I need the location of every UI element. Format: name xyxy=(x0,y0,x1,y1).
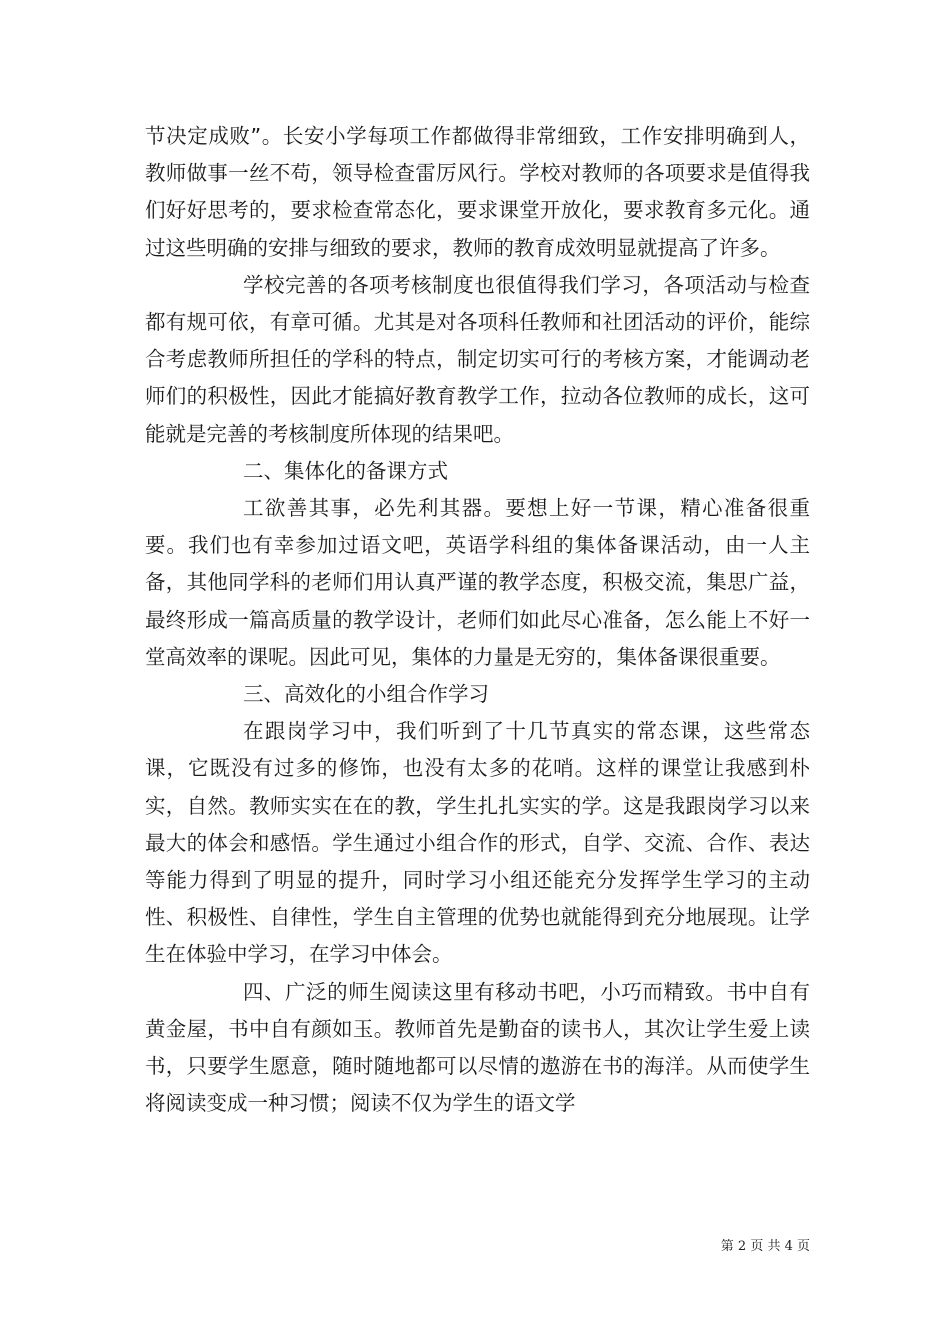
paragraph-lesson-prep: 工欲善其事，必先利其器。要想上好一节课，精心准备很重要。我们也有幸参加过语文吧，英语学科组的集体备课活动，由一人主备，其他同学科的老师们用认真严谨的教学态度，积极交流，集思广益，最终形成一篇高质量的教学设计，老师们如此尽心准备，怎么能上不好一堂高效率的课呢。因此可见，集体的力量是无穷的，集体备课很重要。 xyxy=(145,496,810,669)
paragraph-reading: 四、广泛的师生阅读这里有移动书吧，小巧而精致。书中自有黄金屋，书中自有颜如玉。教师首先是勤奋的读书人，其次让学生爱上读书，只要学生愿意，随时随地都可以尽情的遨游在书的海洋。从而使学生将阅读变成一种习惯；阅读不仅为学生的语文学 xyxy=(145,979,810,1116)
section-heading-3: 三、高效化的小组合作学习 xyxy=(243,682,489,707)
page-number: 第 2 页 共 4 页 xyxy=(720,1239,810,1254)
section-heading-2: 二、集体化的备课方式 xyxy=(243,458,448,483)
document-body xyxy=(145,118,810,1122)
paragraph-continuation: 节决定成败”。长安小学每项工作都做得非常细致，工作安排明确到人，教师做事一丝不苟，领导检查雷厉风行。学校对教师的各项要求是值得我们好好思考的，要求检查常态化，要求课堂开放化，要求教育多元化。通过这些明确的安排与细致的要求，教师的教育成效明显就提高了许多。 xyxy=(145,124,810,260)
paragraph-group-learning: 在跟岗学习中，我们听到了十几节真实的常态课，这些常态课，它既没有过多的修饰，也没有太多的花哨。这样的课堂让我感到朴实，自然。教师实实在在的教，学生扎扎实实的学。这是我跟岗学习以来最大的体会和感悟。学生通过小组合作的形式，自学、交流、合作、表达等能力得到了明显的提升，同时学习小组还能充分发挥学生学习的主动性、积极性、自律性，学生自主管理的优势也就能得到充分地展现。让学生在体验中学习，在学习中体会。 xyxy=(145,719,810,967)
paragraph-assessment: 学校完善的各项考核制度也很值得我们学习，各项活动与检查都有规可依，有章可循。尤其是对各项科任教师和社团活动的评价，能综合考虑教师所担任的学科的特点，制定切实可行的考核方案，才能调动老师们的积极性，因此才能搞好教育教学工作，拉动各位教师的成长，这可能就是完善的考核制度所体现的结果吧。 xyxy=(145,272,810,446)
